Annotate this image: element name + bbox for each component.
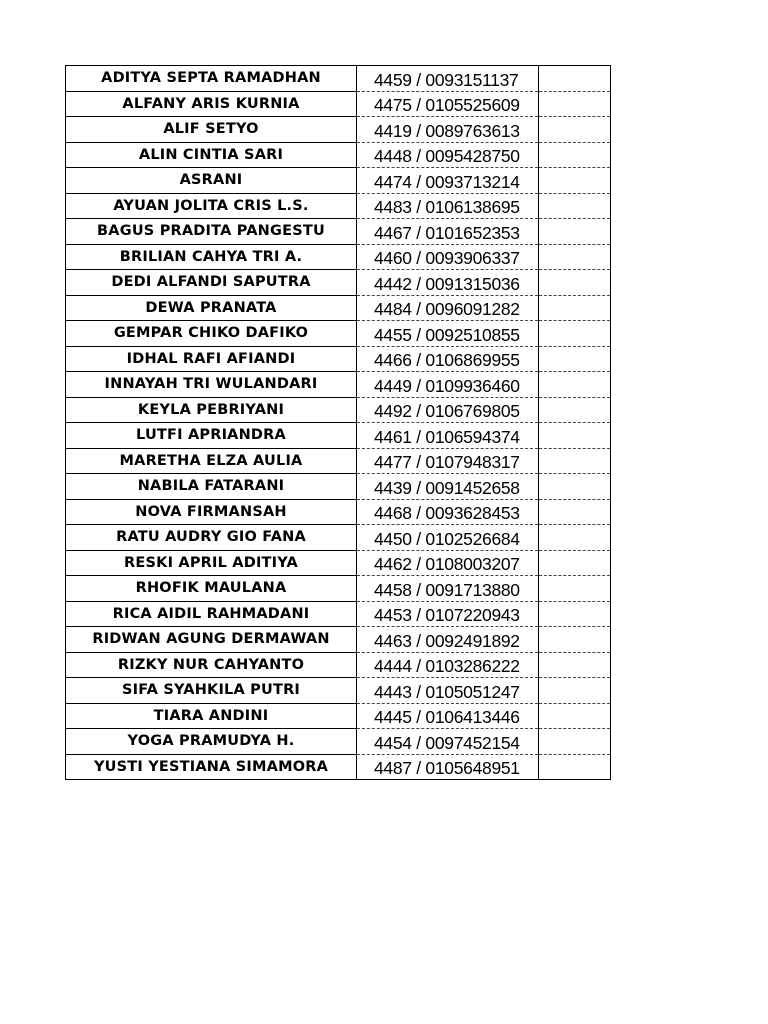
table-row xyxy=(66,652,611,678)
student-number-cell: 4444 / 0103286222 xyxy=(357,652,539,678)
table-row xyxy=(66,91,611,117)
table-row xyxy=(66,627,611,653)
student-name-cell: BAGUS PRADITA PANGESTU xyxy=(66,219,357,245)
blank-cell xyxy=(539,66,611,92)
table-row xyxy=(66,754,611,780)
blank-cell xyxy=(539,117,611,143)
student-number-cell: 4474 / 0093713214 xyxy=(357,168,539,194)
table-row xyxy=(66,423,611,449)
student-name-cell: RESKI APRIL ADITIYA xyxy=(66,550,357,576)
student-name-cell: DEWA PRANATA xyxy=(66,295,357,321)
student-number-cell: 4477 / 0107948317 xyxy=(357,448,539,474)
student-name-cell: RICA AIDIL RAHMADANI xyxy=(66,601,357,627)
student-name-cell: DEDI ALFANDI SAPUTRA xyxy=(66,270,357,296)
roster-body xyxy=(66,66,611,780)
student-number-cell: 4483 / 0106138695 xyxy=(357,193,539,219)
table-row xyxy=(66,193,611,219)
student-number-cell: 4468 / 0093628453 xyxy=(357,499,539,525)
table-row xyxy=(66,678,611,704)
student-name-cell: RHOFIK MAULANA xyxy=(66,576,357,602)
blank-cell xyxy=(539,550,611,576)
blank-cell xyxy=(539,499,611,525)
student-number-cell: 4492 / 0106769805 xyxy=(357,397,539,423)
student-name-cell: ALFANY ARIS KURNIA xyxy=(66,91,357,117)
blank-cell xyxy=(539,754,611,780)
student-number-cell: 4419 / 0089763613 xyxy=(357,117,539,143)
student-number-cell: 4460 / 0093906337 xyxy=(357,244,539,270)
blank-cell xyxy=(539,703,611,729)
table-row xyxy=(66,321,611,347)
student-number-cell: 4442 / 0091315036 xyxy=(357,270,539,296)
student-name-cell: ADITYA SEPTA RAMADHAN xyxy=(66,66,357,92)
blank-cell xyxy=(539,729,611,755)
student-name-cell: AYUAN JOLITA CRIS L.S. xyxy=(66,193,357,219)
student-name-cell: YUSTI YESTIANA SIMAMORA xyxy=(66,754,357,780)
student-name-cell: RIDWAN AGUNG DERMAWAN xyxy=(66,627,357,653)
student-name-cell: KEYLA PEBRIYANI xyxy=(66,397,357,423)
blank-cell xyxy=(539,474,611,500)
table-row xyxy=(66,729,611,755)
student-name-cell: RATU AUDRY GIO FANA xyxy=(66,525,357,551)
table-row xyxy=(66,219,611,245)
student-number-cell: 4453 / 0107220943 xyxy=(357,601,539,627)
blank-cell xyxy=(539,652,611,678)
table-row xyxy=(66,66,611,92)
table-row xyxy=(66,474,611,500)
student-number-cell: 4439 / 0091452658 xyxy=(357,474,539,500)
table-row xyxy=(66,295,611,321)
blank-cell xyxy=(539,244,611,270)
table-row xyxy=(66,601,611,627)
student-name-cell: GEMPAR CHIKO DAFIKO xyxy=(66,321,357,347)
student-name-cell: BRILIAN CAHYA TRI A. xyxy=(66,244,357,270)
student-number-cell: 4463 / 0092491892 xyxy=(357,627,539,653)
student-name-cell: LUTFI APRIANDRA xyxy=(66,423,357,449)
blank-cell xyxy=(539,397,611,423)
student-number-cell: 4448 / 0095428750 xyxy=(357,142,539,168)
blank-cell xyxy=(539,295,611,321)
student-name-cell: TIARA ANDINI xyxy=(66,703,357,729)
student-name-cell: MARETHA ELZA AULIA xyxy=(66,448,357,474)
table-row xyxy=(66,168,611,194)
table-row xyxy=(66,550,611,576)
table-row xyxy=(66,576,611,602)
student-number-cell: 4475 / 0105525609 xyxy=(357,91,539,117)
student-name-cell: ASRANI xyxy=(66,168,357,194)
student-name-cell: YOGA PRAMUDYA H. xyxy=(66,729,357,755)
student-number-cell: 4459 / 0093151137 xyxy=(357,66,539,92)
student-number-cell: 4461 / 0106594374 xyxy=(357,423,539,449)
blank-cell xyxy=(539,525,611,551)
blank-cell xyxy=(539,627,611,653)
student-name-cell: INNAYAH TRI WULANDARI xyxy=(66,372,357,398)
blank-cell xyxy=(539,91,611,117)
student-number-cell: 4454 / 0097452154 xyxy=(357,729,539,755)
blank-cell xyxy=(539,219,611,245)
table-row xyxy=(66,270,611,296)
blank-cell xyxy=(539,346,611,372)
student-name-cell: NABILA FATARANI xyxy=(66,474,357,500)
table-row xyxy=(66,703,611,729)
table-row xyxy=(66,499,611,525)
table-row xyxy=(66,117,611,143)
student-number-cell: 4458 / 0091713880 xyxy=(357,576,539,602)
student-name-cell: ALIF SETYO xyxy=(66,117,357,143)
table-row xyxy=(66,525,611,551)
table-row xyxy=(66,244,611,270)
student-roster-table xyxy=(65,65,611,780)
blank-cell xyxy=(539,678,611,704)
table-row xyxy=(66,448,611,474)
blank-cell xyxy=(539,270,611,296)
student-number-cell: 4455 / 0092510855 xyxy=(357,321,539,347)
blank-cell xyxy=(539,168,611,194)
student-name-cell: IDHAL RAFI AFIANDI xyxy=(66,346,357,372)
student-name-cell: ALIN CINTIA SARI xyxy=(66,142,357,168)
student-number-cell: 4450 / 0102526684 xyxy=(357,525,539,551)
blank-cell xyxy=(539,448,611,474)
table-row xyxy=(66,372,611,398)
student-name-cell: NOVA FIRMANSAH xyxy=(66,499,357,525)
student-number-cell: 4467 / 0101652353 xyxy=(357,219,539,245)
blank-cell xyxy=(539,576,611,602)
table-row xyxy=(66,397,611,423)
student-number-cell: 4443 / 0105051247 xyxy=(357,678,539,704)
table-row xyxy=(66,346,611,372)
student-number-cell: 4466 / 0106869955 xyxy=(357,346,539,372)
blank-cell xyxy=(539,321,611,347)
student-name-cell: SIFA SYAHKILA PUTRI xyxy=(66,678,357,704)
blank-cell xyxy=(539,372,611,398)
blank-cell xyxy=(539,193,611,219)
blank-cell xyxy=(539,423,611,449)
student-number-cell: 4462 / 0108003207 xyxy=(357,550,539,576)
student-number-cell: 4445 / 0106413446 xyxy=(357,703,539,729)
table-row xyxy=(66,142,611,168)
student-number-cell: 4484 / 0096091282 xyxy=(357,295,539,321)
student-name-cell: RIZKY NUR CAHYANTO xyxy=(66,652,357,678)
student-number-cell: 4487 / 0105648951 xyxy=(357,754,539,780)
blank-cell xyxy=(539,601,611,627)
blank-cell xyxy=(539,142,611,168)
student-number-cell: 4449 / 0109936460 xyxy=(357,372,539,398)
